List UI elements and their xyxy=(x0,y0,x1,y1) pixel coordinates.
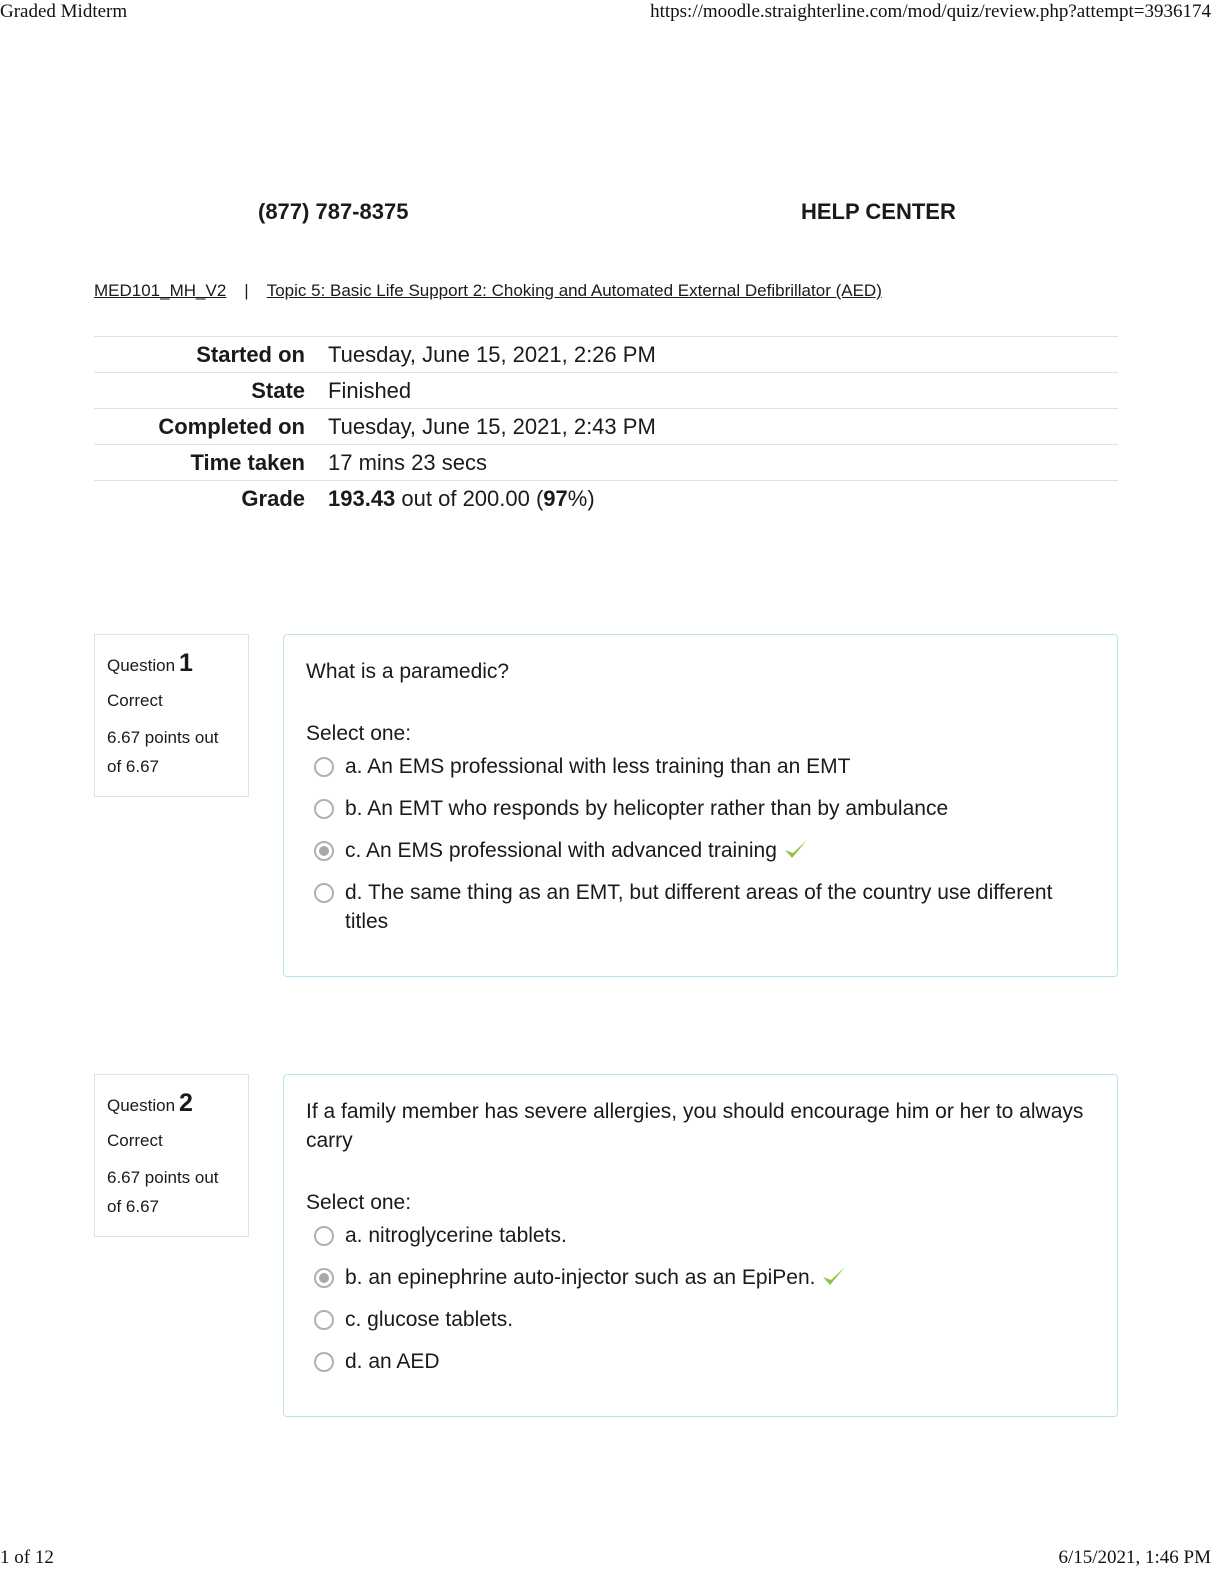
answer-option-b[interactable] xyxy=(314,1263,1095,1292)
answer-option-c[interactable] xyxy=(314,1305,1095,1334)
answer-option-label: d. The same thing as an EMT, but different areas of the country use different titles xyxy=(345,881,1053,933)
answer-option-label: c. glucose tablets. xyxy=(345,1308,514,1331)
breadcrumb-topic-link[interactable]: Topic 5: Basic Life Support 2: Choking and Automated External Defibrillator (AED) xyxy=(266,281,882,300)
select-one-prompt: Select one: xyxy=(306,1191,412,1214)
question-state: Correct xyxy=(107,691,163,710)
time-label: Time taken xyxy=(190,449,305,475)
answer-option-c[interactable] xyxy=(314,836,1095,865)
question-box-2 xyxy=(283,1074,1118,1417)
grade-label: Grade xyxy=(241,485,305,511)
radio-button[interactable] xyxy=(314,883,334,903)
answer-option-label: b. an epinephrine auto-injector such as an EpiPen. xyxy=(345,1266,816,1289)
radio-button[interactable] xyxy=(314,799,334,819)
print-datetime: 6/15/2021, 1:46 PM xyxy=(1058,1547,1211,1568)
question-text: If a family member has severe allergies, you should encourage him or her to always carry xyxy=(306,1100,1084,1152)
answer-option-label: a. nitroglycerine tablets. xyxy=(345,1224,567,1247)
grade-percent: 97 xyxy=(543,485,568,511)
answer-option-label: a. An EMS professional with less training than an EMT xyxy=(345,755,851,778)
print-header xyxy=(0,0,1224,26)
answer-option-b[interactable] xyxy=(314,794,1095,823)
radio-button-selected[interactable] xyxy=(314,1268,334,1288)
started-label: Started on xyxy=(196,341,305,367)
question-state: Correct xyxy=(107,1131,163,1150)
radio-button[interactable] xyxy=(314,1226,334,1246)
state-value: Finished xyxy=(328,377,412,403)
question-box-1 xyxy=(283,634,1118,977)
summary-row-completed xyxy=(94,408,1118,444)
answer-option-label: b. An EMT who responds by helicopter rather than by ambulance xyxy=(345,797,949,820)
summary-row-state xyxy=(94,372,1118,408)
quiz-summary-table xyxy=(94,336,1118,516)
print-page-number: 1 of 12 xyxy=(0,1547,54,1568)
question-label: Question xyxy=(107,1096,176,1115)
print-url: https://moodle.straighterline.com/mod/quiz/review.php?attempt=3936174 xyxy=(650,1,1211,22)
radio-button[interactable] xyxy=(314,1352,334,1372)
summary-row-grade xyxy=(94,480,1118,516)
completed-label: Completed on xyxy=(158,413,305,439)
select-one-prompt: Select one: xyxy=(306,722,412,745)
radio-button[interactable] xyxy=(314,1310,334,1330)
breadcrumb-course-link[interactable]: MED101_MH_V2 xyxy=(94,281,227,300)
radio-button-selected[interactable] xyxy=(314,841,334,861)
correct-check-icon xyxy=(783,837,809,861)
phone-number-link[interactable]: (877) 787-8375 xyxy=(258,199,409,224)
answer-option-label: c. An EMS professional with advanced training xyxy=(345,839,777,862)
question-text: What is a paramedic? xyxy=(306,660,510,683)
completed-value: Tuesday, June 15, 2021, 2:43 PM xyxy=(328,413,656,439)
question-number: 1 xyxy=(179,649,193,677)
state-label: State xyxy=(251,377,305,403)
print-title: Graded Midterm xyxy=(0,1,128,22)
grade-out-of: out of 200.00 ( xyxy=(395,485,544,511)
answer-option-d[interactable] xyxy=(314,878,1095,936)
summary-row-time xyxy=(94,444,1118,480)
grade-value xyxy=(328,486,1118,512)
answer-option-label: d. an AED xyxy=(345,1350,440,1373)
grade-score: 193.43 xyxy=(328,485,396,511)
radio-button[interactable] xyxy=(314,757,334,777)
question-info-2 xyxy=(94,1074,249,1237)
top-bar xyxy=(0,199,1224,231)
answer-option-a[interactable] xyxy=(314,1221,1095,1250)
summary-row-started xyxy=(94,336,1118,372)
question-number: 2 xyxy=(179,1089,193,1117)
grade-percent-sign: %) xyxy=(567,485,595,511)
breadcrumb xyxy=(94,281,882,301)
time-value: 17 mins 23 secs xyxy=(328,449,487,475)
answer-option-a[interactable] xyxy=(314,752,1095,781)
help-center-link[interactable]: HELP CENTER xyxy=(801,199,956,224)
correct-check-icon xyxy=(821,1264,847,1288)
breadcrumb-separator: | xyxy=(244,281,249,300)
started-value: Tuesday, June 15, 2021, 2:26 PM xyxy=(328,341,656,367)
question-info-1 xyxy=(94,634,249,797)
question-label: Question xyxy=(107,656,176,675)
question-points: 6.67 points out of 6.67 xyxy=(107,728,219,776)
question-points: 6.67 points out of 6.67 xyxy=(107,1168,219,1216)
print-footer xyxy=(0,1545,1224,1571)
answer-option-d[interactable] xyxy=(314,1347,1095,1376)
